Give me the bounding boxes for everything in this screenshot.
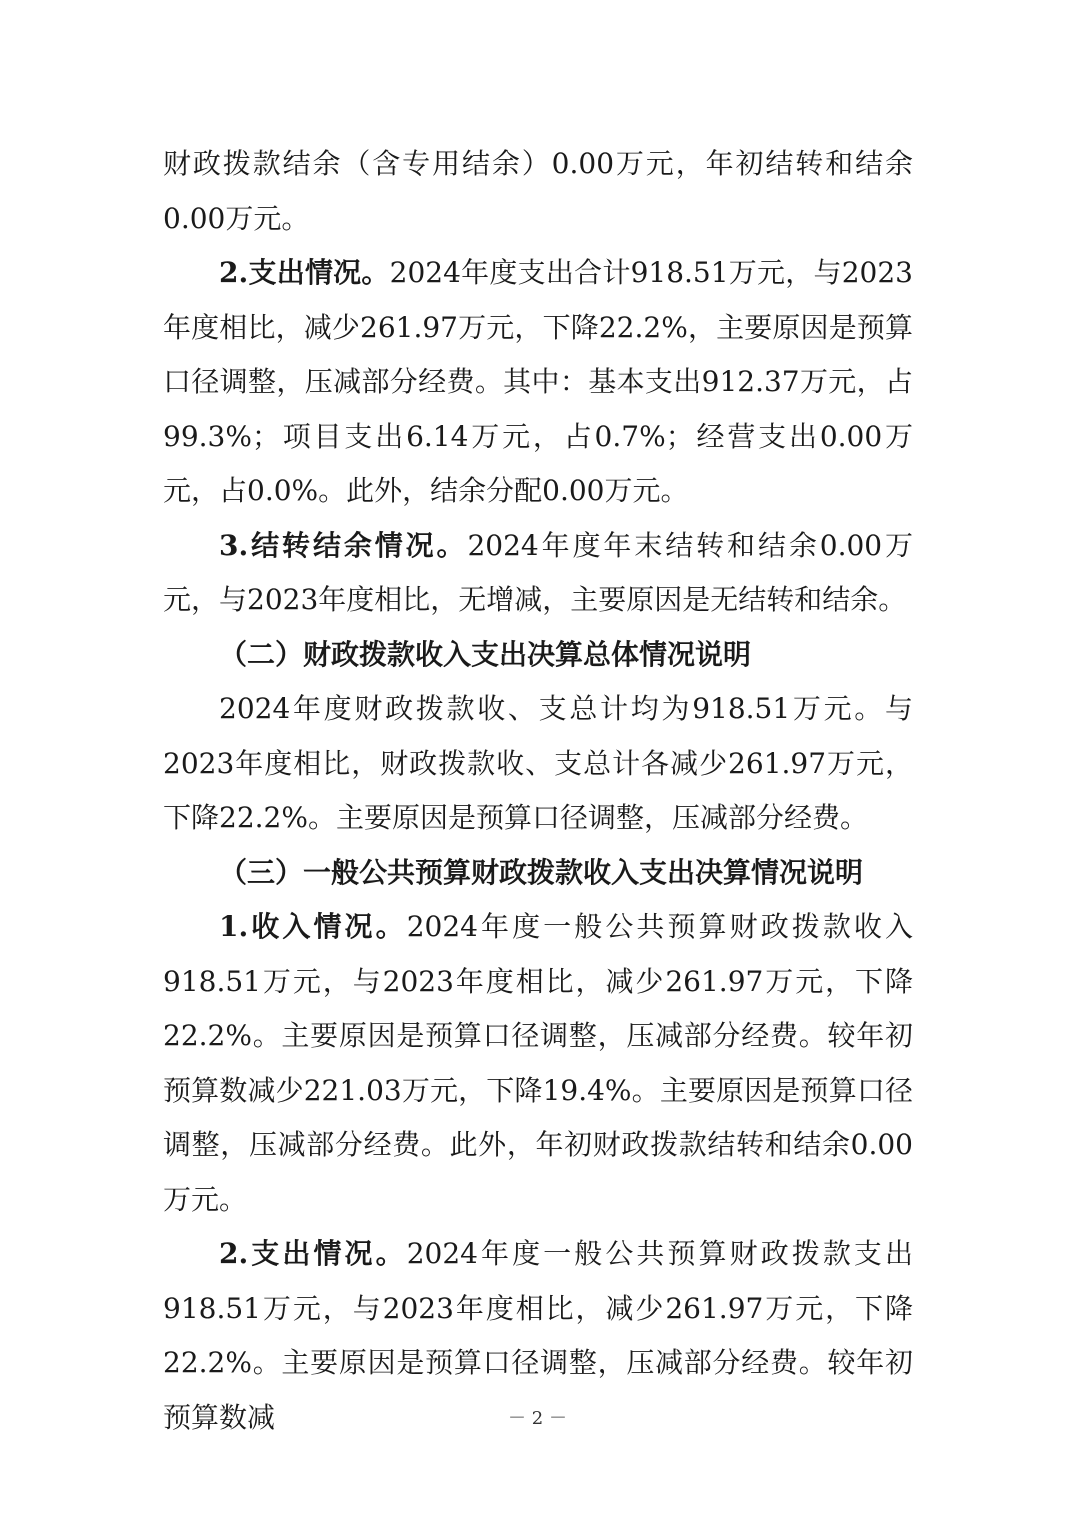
paragraph-general-income-text: 2024年度一般公共预算财政拨款收入918.51万元，与2023年度相比，减少261.97万元，下降22.2%。主要原因是预算口径调整，压减部分经费。较年初预算数减少221.03万元，下降19.4%。主要原因是预算口径调整，压减部分经费。此外，年初财政拨款结转和结余0.00万元。 <box>163 910 913 1216</box>
paragraph-fiscal-total <box>163 682 913 846</box>
paragraph-carryover-lead: 3.结转结余情况。 <box>219 528 468 562</box>
paragraph-carryover-text: 2024年度年末结转和结余0.00万元，与2023年度相比，无增减，主要原因是无结转和结余。 <box>163 528 914 616</box>
paragraph-expenditure <box>163 246 913 519</box>
paragraph-1 <box>163 137 913 246</box>
section-heading-3: （三）一般公共预算财政拨款收入支出决算情况说明 <box>219 855 864 889</box>
paragraph-general-income <box>163 900 913 1227</box>
section-heading-2: （二）财政拨款收入支出决算总体情况说明 <box>219 637 752 671</box>
page-number: － 2 － <box>508 1408 567 1429</box>
paragraph-expenditure-lead: 2.支出情况。 <box>219 256 390 289</box>
paragraph-fiscal-total-text: 2024年度财政拨款收、支总计均为918.51万元。与2023年度相比，财政拨款收、支总计各减少261.97万元，下降22.2%。主要原因是预算口径调整，压减部分经费。 <box>163 692 913 834</box>
paragraph-general-expenditure-text: 2024年度一般公共预算财政拨款支出918.51万元，与2023年度相比，减少261.97万元，下降22.2%。主要原因是预算口径调整，压减部分经费。较年初预算数减 <box>163 1237 913 1434</box>
paragraph-carryover <box>163 519 913 628</box>
paragraph-1-text: 财政拨款结余（含专用结余）0.00万元，年初结转和结余0.00万元。 <box>163 147 913 235</box>
paragraph-general-income-lead: 1.收入情况。 <box>219 910 407 943</box>
paragraph-general-expenditure-lead: 2.支出情况。 <box>219 1237 407 1270</box>
document-body <box>163 137 913 1445</box>
paragraph-expenditure-text: 2024年度支出合计918.51万元，与2023年度相比，减少261.97万元，下降22.2%，主要原因是预算口径调整，压减部分经费。其中：基本支出912.37万元，占99.3%；项目支出6.14万元，占0.7%；经营支出0.00万元，占0.0%。此外，结余分配0.00万元。 <box>163 256 913 507</box>
